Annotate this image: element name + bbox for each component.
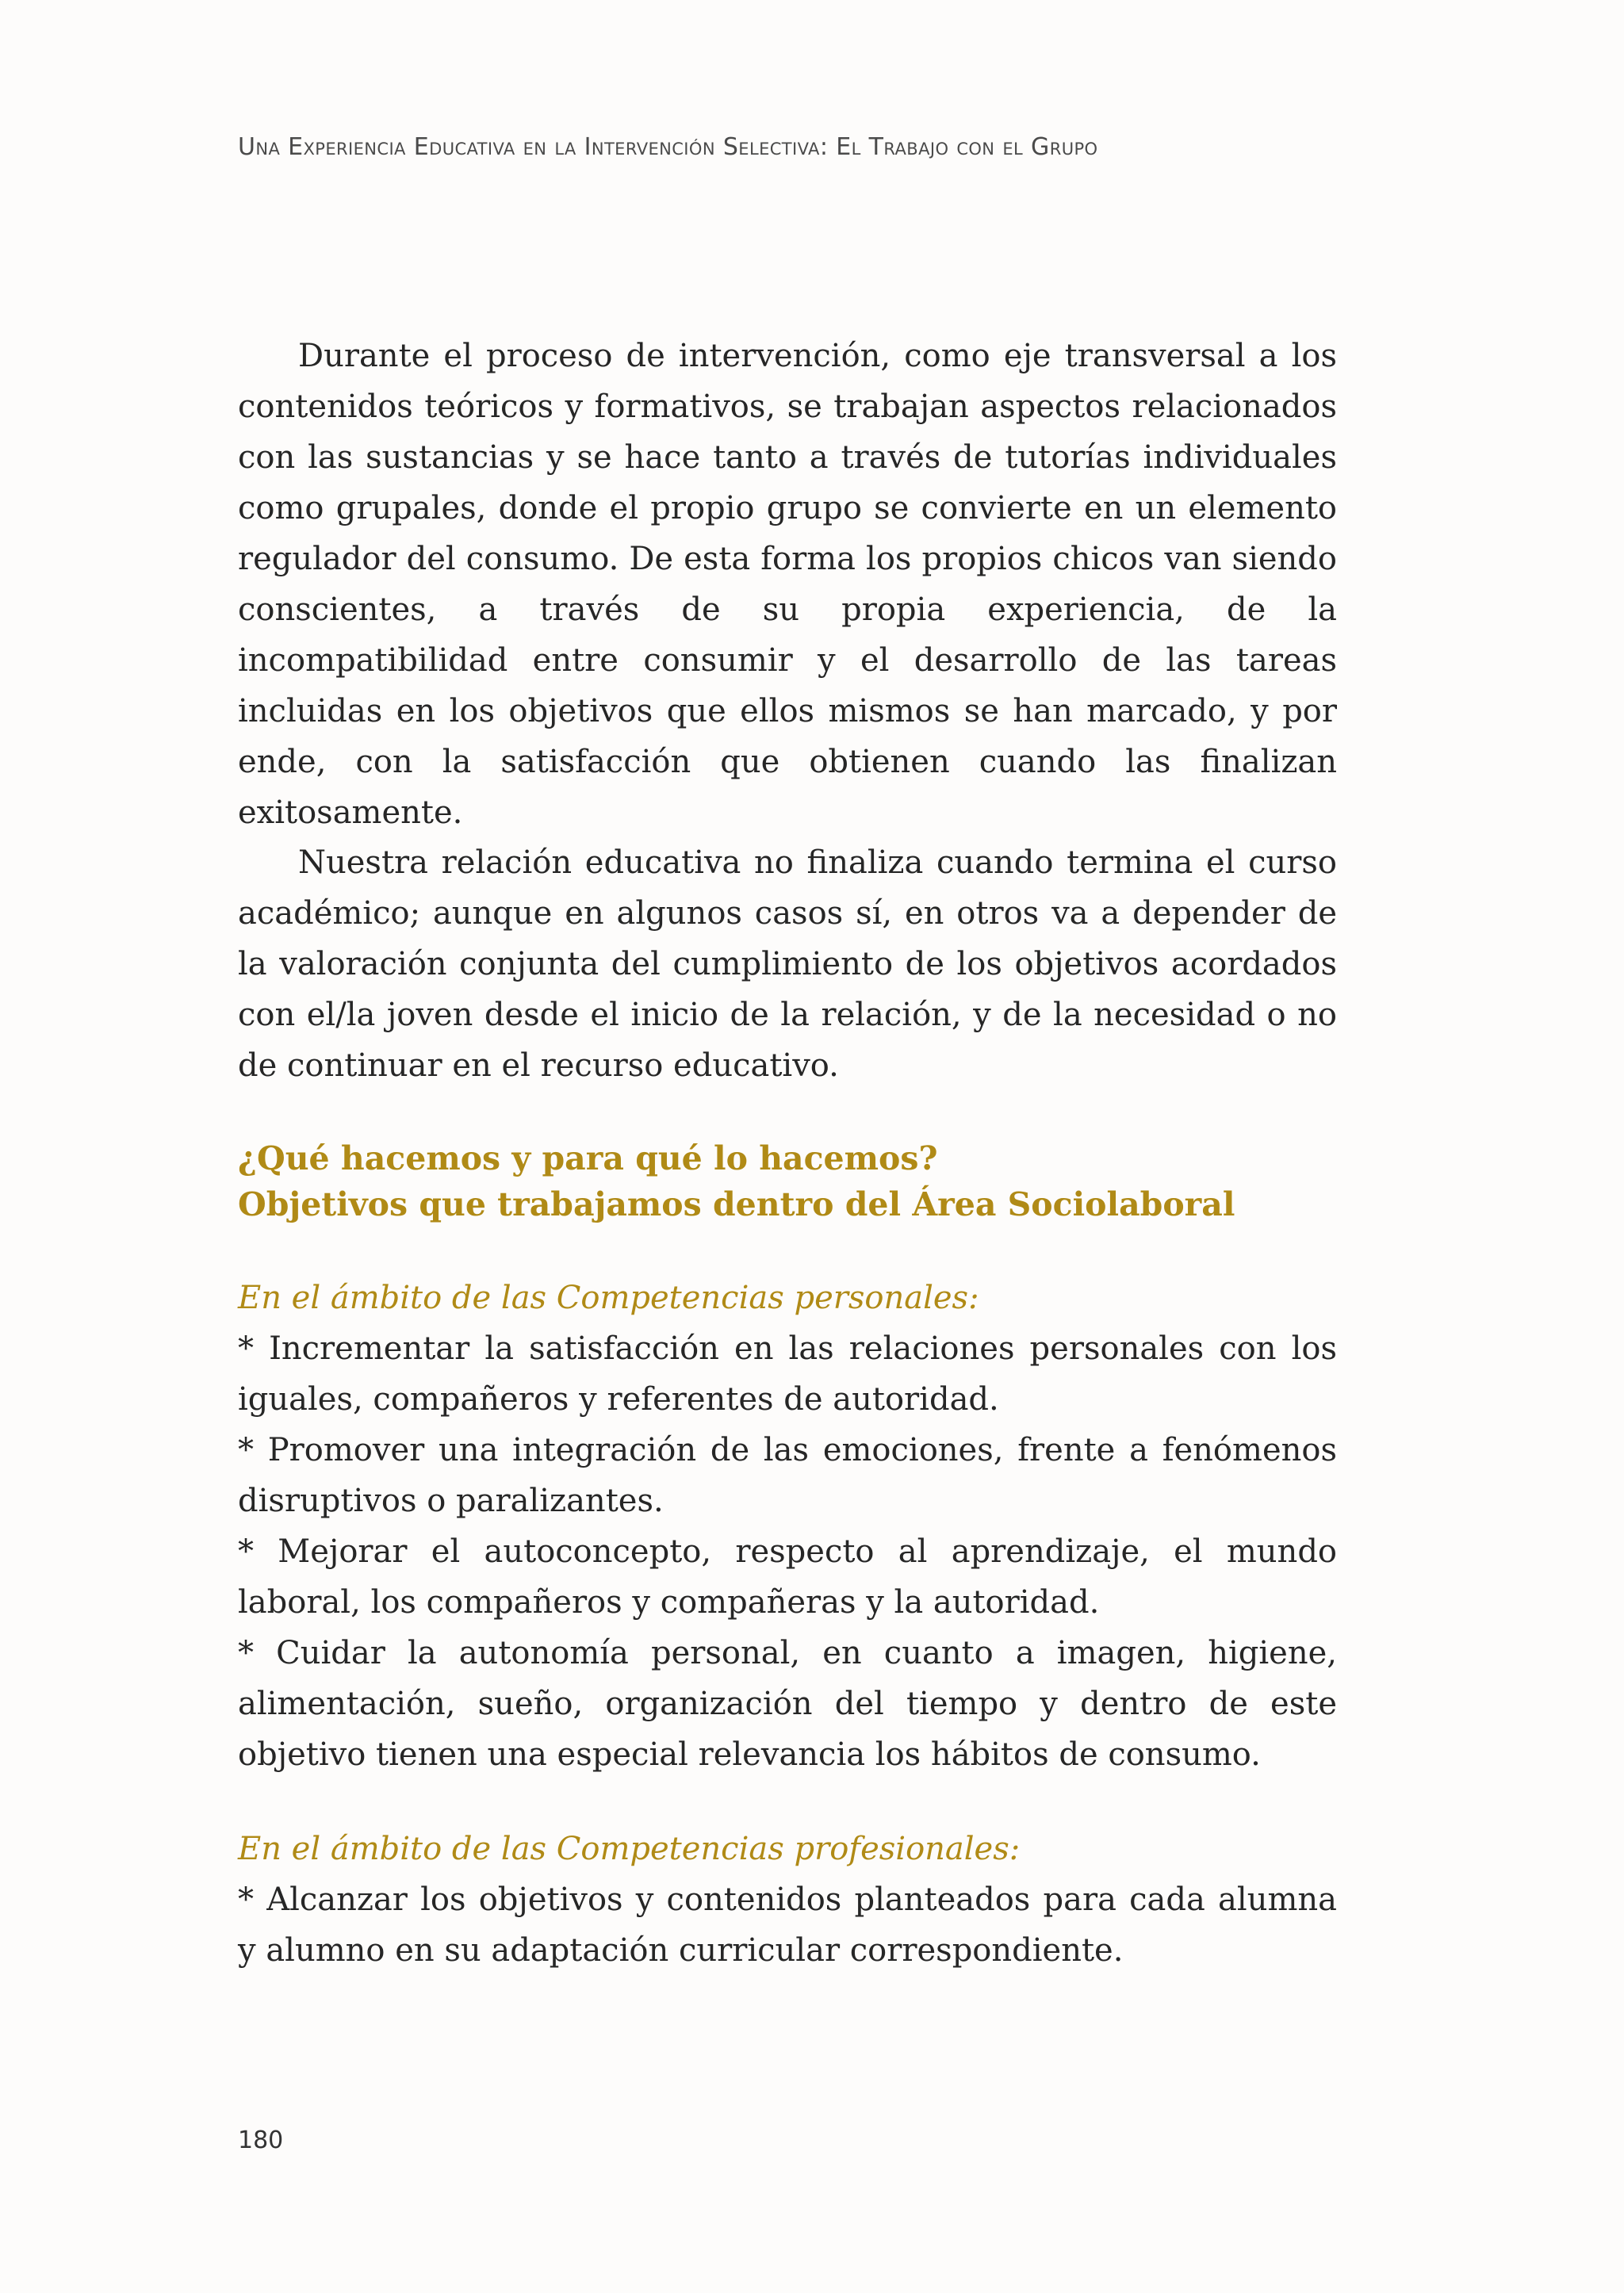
body-paragraph-2 [238,837,1337,1091]
subheading-personal-competencies: En el ámbito de las Competencias personales: [238,1280,979,1316]
paragraph-text: Nuestra relación educativa no finaliza cuando termina el curso académico; aunque en algunos casos sí, en otros va a depender de la valoración conjunta del cumplimiento de los objetivos acordados con el/la joven desde el inicio de la relación, y de la necesidad o no de continuar en el recurso educativo. [238,844,1337,1084]
list-item: * Alcanzar los objetivos y contenidos planteados para cada alumna y alumno en su adaptación curricular correspondiente. [238,1881,1337,1969]
running-header: Una Experiencia Educativa en la Intervención Selectiva: El Trabajo con el Grupo [238,133,1098,161]
section-heading-line-2: Objetivos que trabajamos dentro del Área Sociolaboral [238,1185,1235,1223]
list-item: * Promover una integración de las emociones, frente a fenómenos disruptivos o paralizantes. [238,1432,1337,1519]
list-item: * Mejorar el autoconcepto, respecto al aprendizaje, el mundo laboral, los compañeros y compañeras y la autoridad. [238,1533,1337,1621]
page-number: 180 [238,2126,284,2154]
personal-objectives-list [238,1323,1337,1780]
professional-objectives-list [238,1874,1337,1976]
section-heading [238,1135,1337,1227]
section-heading-line-1: ¿Qué hacemos y para qué lo hacemos? [238,1139,938,1177]
paragraph-text: Durante el proceso de intervención, como eje transversal a los contenidos teóricos y formativos, se trabajan aspectos relacionados con las sustancias y se hace tanto a través de tutorías individuales como grupales, donde el propio grupo se convierte en un elemento regulador del consumo. De esta forma los propios chicos van siendo conscientes, a través de su propia experiencia, de la incompatibilidad entre consumir y el desarrollo de las tareas incluidas en los objetivos que ellos mismos se han marcado, y por ende, con la satisfacción que obtienen cuando las finalizan exitosamente. [238,338,1337,831]
list-item: * Cuidar la autonomía personal, en cuanto a imagen, higiene, alimentación, sueño, organización del tiempo y dentro de este objetivo tienen una especial relevancia los hábitos de consumo. [238,1635,1337,1773]
body-paragraph-1 [238,331,1337,838]
list-item: * Incrementar la satisfacción en las relaciones personales con los iguales, compañeros y referentes de autoridad. [238,1330,1337,1418]
subheading-professional-competencies: En el ámbito de las Competencias profesionales: [238,1831,1021,1867]
